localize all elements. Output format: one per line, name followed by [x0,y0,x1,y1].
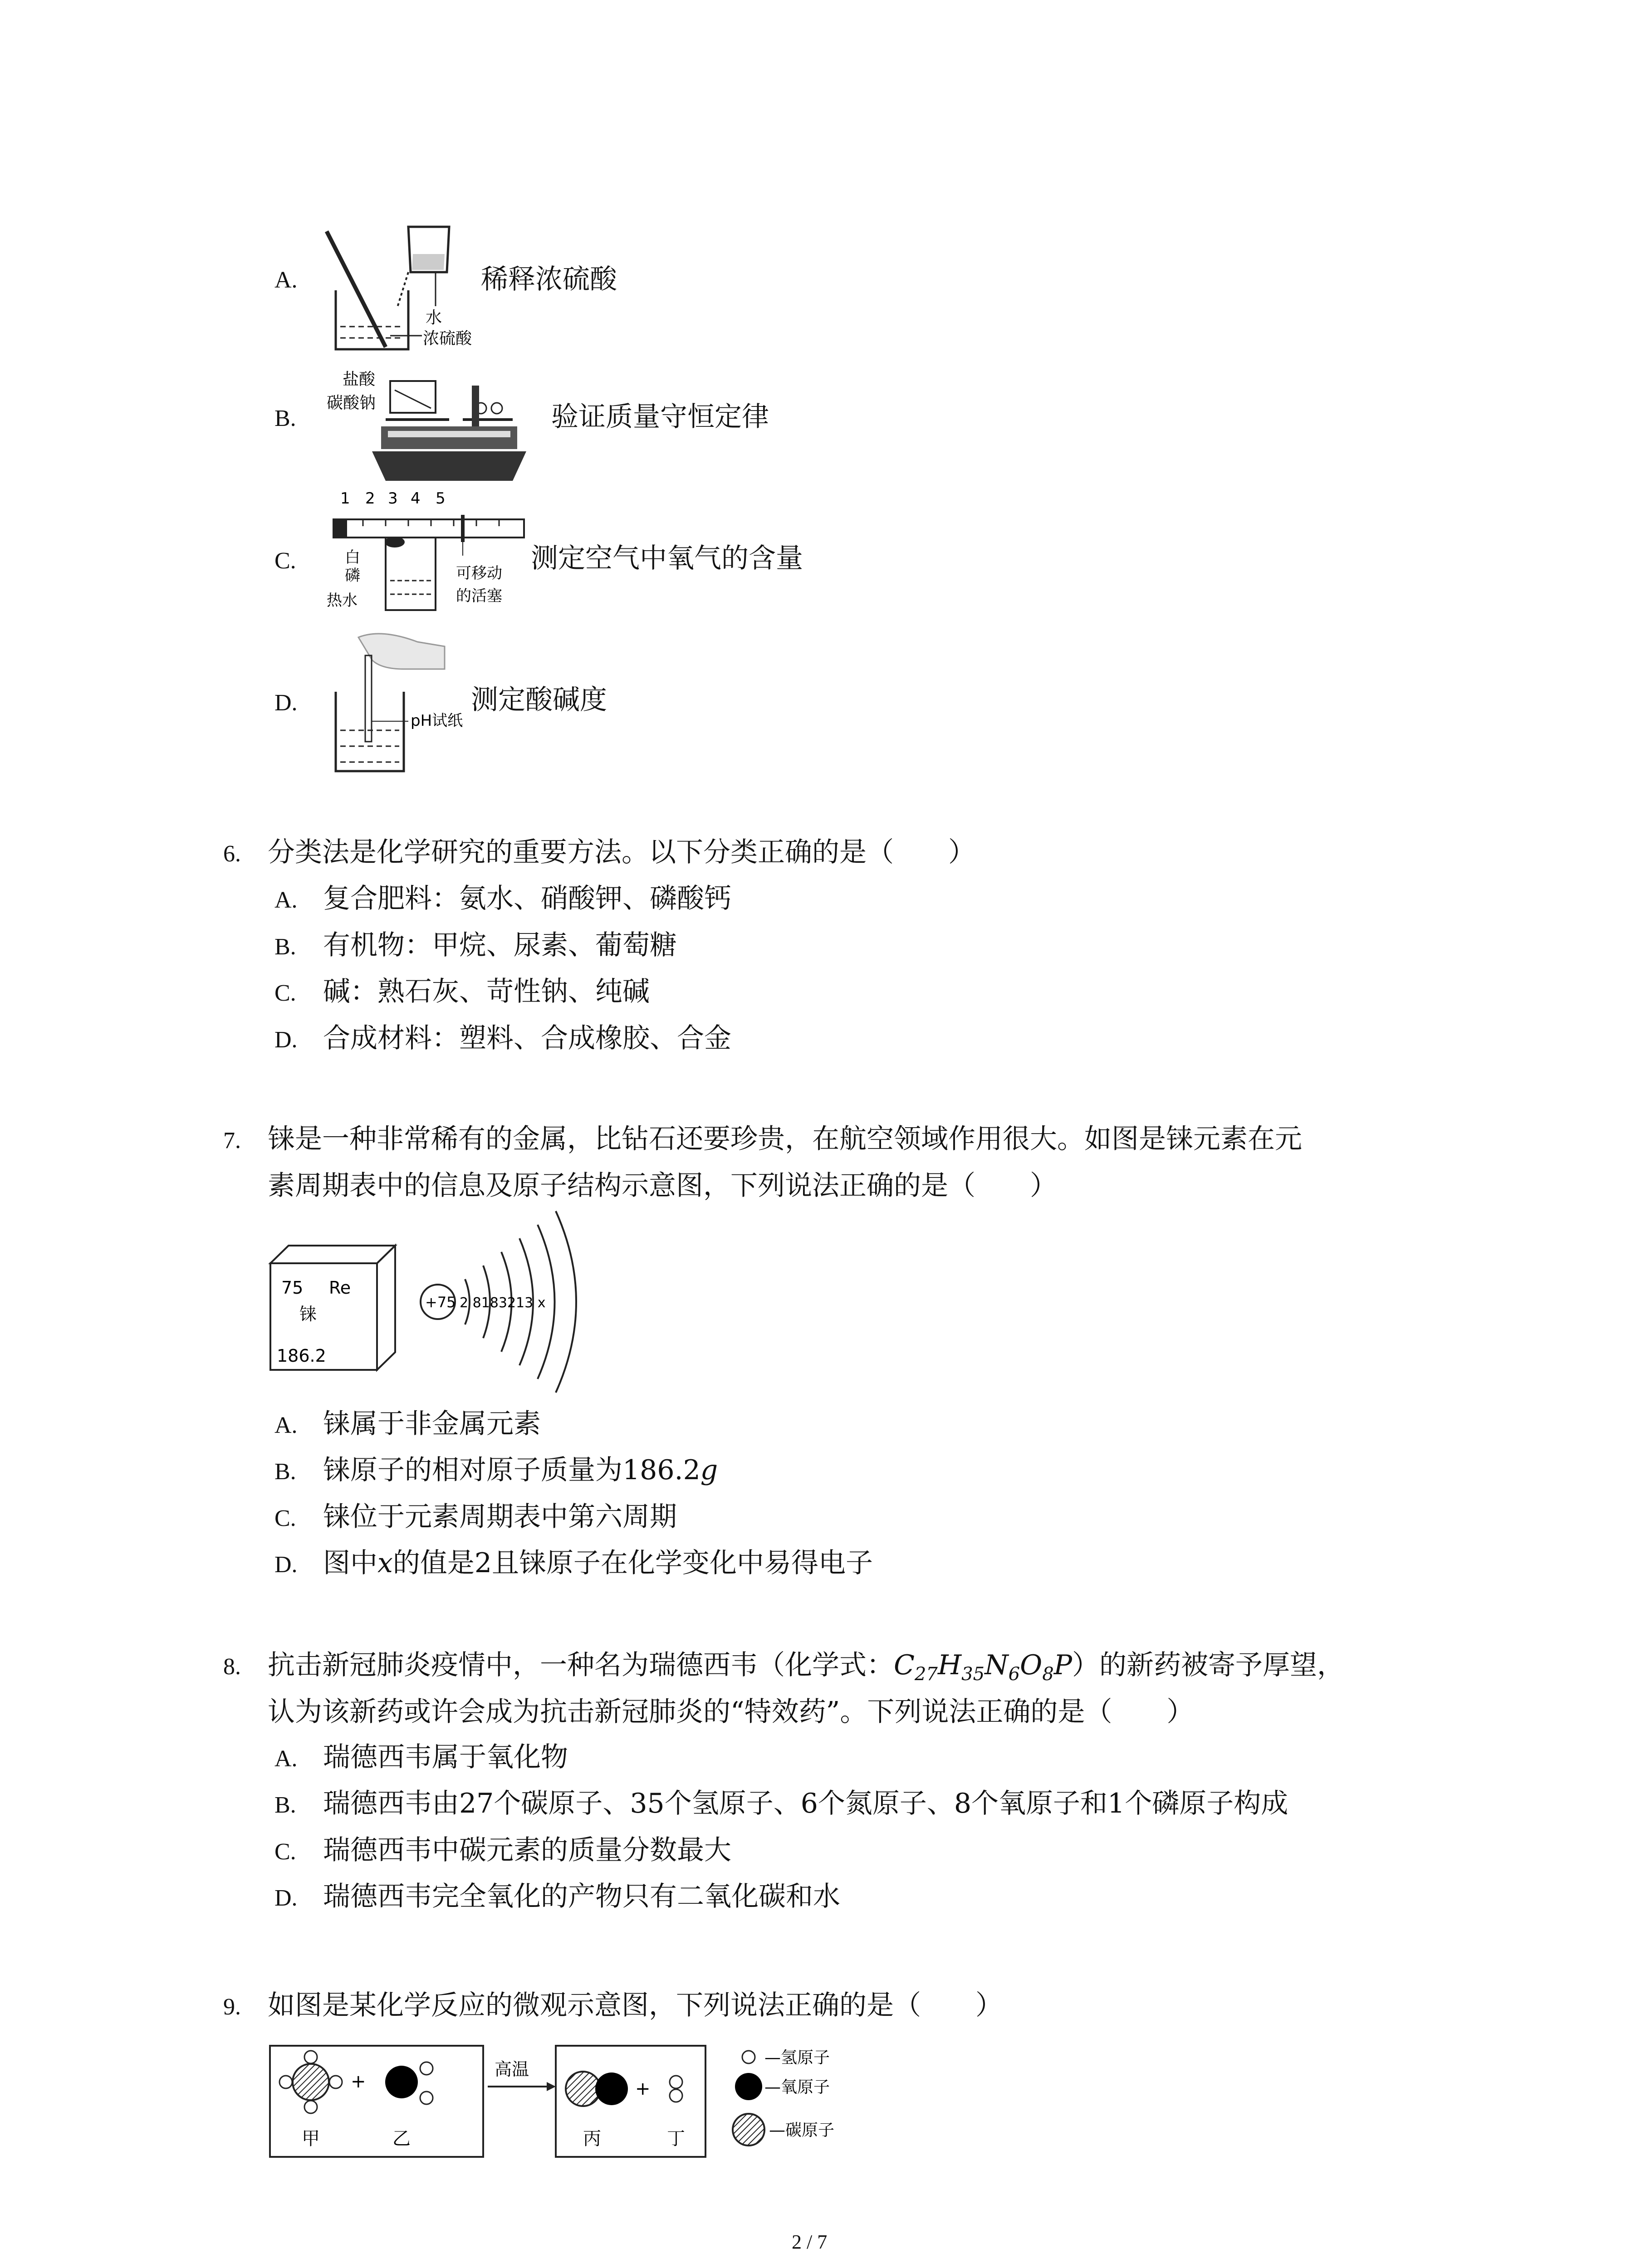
element-name: 铼 [299,1304,317,1324]
option-letter: C. [274,1505,296,1531]
scale-5: 5 [436,489,446,508]
legend-hydrogen [742,2051,755,2063]
option-text: 测定空气中氧气的含量 [531,543,803,574]
atomic-mass: 186.2 [277,1346,326,1366]
label-movable: 可移动 [456,564,502,582]
option-letter: D. [274,1027,298,1053]
scale-3: 3 [388,489,398,508]
question-stem: 铼是一种非常稀有的金属，比钻石还要珍贵，在航空领域作用很大。如图是铼元素在元 [268,1123,1302,1155]
balance-figure [318,363,535,490]
option-letter: A. [274,887,298,913]
page-number: 2 / 7 [792,2231,828,2253]
ph-test-figure [327,628,481,778]
option-text: 铼属于非金属元素 [323,1408,541,1440]
svg-text:—氢原子: —氢原子 [764,2048,830,2067]
element-symbol: Re [329,1278,351,1298]
label-hcl: 盐酸 [343,370,376,389]
label-white: 白 [345,548,360,567]
question-number: 9. [223,1994,241,2020]
chemical-formula: $C_{27}H_{35}N_6O_8P$ [894,1649,1073,1685]
question-stem-cont: 素周期表中的信息及原子结构示意图，下列说法正确的是（ ） [268,1170,1057,1202]
option-text: 瑞德西韦中碳元素的质量分数最大 [323,1834,731,1866]
label-conc-acid: 浓硫酸 [423,329,472,348]
oxygen-atom [385,2066,418,2098]
option-letter: B. [274,934,296,960]
question-stem: 分类法是化学研究的重要方法。以下分类正确的是（ ） [268,836,975,868]
option-text: 测定酸碱度 [471,684,607,716]
question-number: 8. [223,1654,241,1680]
option-letter: A. [274,1746,298,1772]
option-text: 合成材料：塑料、合成橡胶、合金 [323,1022,731,1054]
dilution-figure [318,222,481,358]
option-text: 铼原子的相对原子质量为186.2g [323,1454,718,1486]
option-text: 碱：熟石灰、苛性钠、纯碱 [323,976,650,1007]
label-yi: 乙 [392,2128,411,2149]
option-letter: D. [274,690,298,716]
legend-oxygen [735,2073,762,2100]
option-letter: B. [274,1792,296,1818]
oxygen-content-figure [327,488,526,624]
option-letter: C. [274,1839,296,1865]
option-letter: D. [274,1552,298,1578]
atomic-structure-diagram [415,1207,606,1397]
option-letter: B. [274,406,296,431]
question-number: 6. [223,841,241,867]
plus-sign: + [635,2078,651,2099]
label-bing: 丙 [583,2128,601,2149]
option-text: 验证质量守恒定律 [551,401,769,433]
question-number: 7. [223,1128,241,1154]
option-letter: D. [274,1885,298,1911]
option-letter: A. [274,267,298,293]
label-jia: 甲 [302,2128,320,2149]
label-phos: 磷 [345,567,360,585]
option-text: 复合肥料：氨水、硝酸钾、磷酸钙 [323,883,731,914]
scale-4: 4 [411,489,421,508]
legend-carbon [733,2114,764,2146]
label-ding: 丁 [667,2128,685,2149]
option-text: 有机物：甲烷、尿素、葡萄糖 [323,929,677,961]
option-text: 稀释浓硫酸 [481,264,617,295]
label-water: 水 [426,308,442,327]
scale-1: 1 [340,489,350,508]
label-ph-paper: pH试纸 [411,712,463,730]
label-hot-water: 热水 [327,591,358,610]
question-stem-cont: 认为该新药或许会成为抗击新冠肺炎的“特效药”。下列说法正确的是（ ） [268,1696,1194,1728]
option-text: 图中x的值是2且铼原子在化学变化中易得电子 [323,1547,873,1579]
option-letter: B. [274,1459,296,1485]
nucleus-charge: +75 [425,1294,456,1311]
electron-shells: 2 8183213 x [460,1295,546,1311]
plus-sign: + [351,2071,366,2092]
option-text: 瑞德西韦属于氧化物 [323,1741,568,1773]
micro-reaction-diagram [265,2037,892,2173]
option-text: 瑞德西韦由27个碳原子、35个氢原子、6个氮原子、8个氧原子和1个磷原子构成 [323,1788,1288,1819]
option-letter: A. [274,1413,298,1438]
svg-text:—碳原子: —碳原子 [769,2121,835,2140]
option-letter: C. [274,980,296,1006]
element-tile [268,1243,399,1374]
carbon-atom [293,2064,329,2100]
svg-text:—氧原子: —氧原子 [764,2078,830,2097]
option-letter: C. [274,548,296,574]
question-stem: 抗击新冠肺炎疫情中，一种名为瑞德西韦（化学式：$C_{27}H_{35}N_6O_8P$）的新药被寄予厚望， [268,1649,1345,1685]
atomic-number: 75 [281,1278,304,1298]
scale-2: 2 [365,489,375,508]
arrow-label: 高温 [495,2059,529,2079]
label-piston: 的活塞 [456,587,502,605]
question-stem: 如图是某化学反应的微观示意图，下列说法正确的是（ ） [268,1989,1003,2021]
label-na2co3: 碳酸钠 [327,394,376,412]
option-text: 铼位于元素周期表中第六周期 [323,1501,677,1533]
option-text: 瑞德西韦完全氧化的产物只有二氧化碳和水 [323,1881,840,1912]
